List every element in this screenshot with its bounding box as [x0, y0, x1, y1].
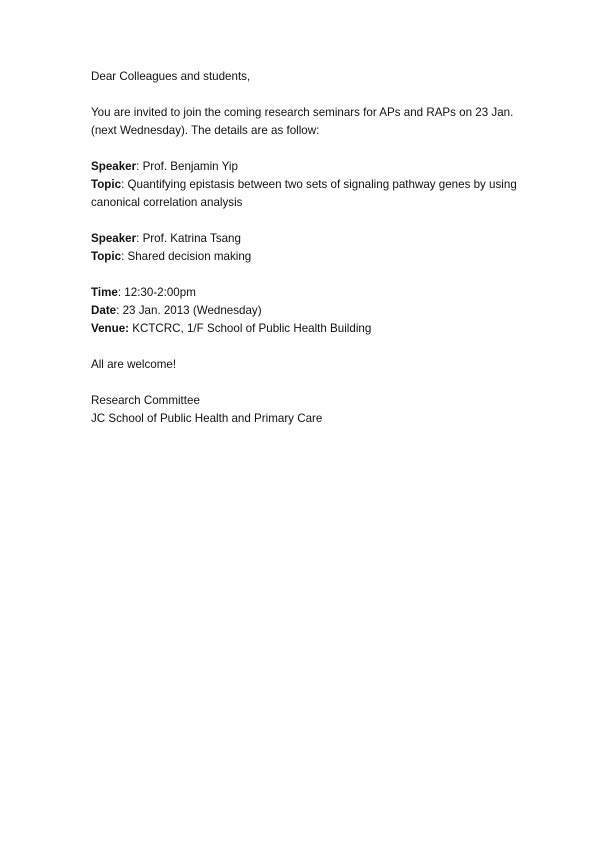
seminar1-speaker: [91, 158, 531, 176]
topic-label: Topic: [91, 250, 122, 263]
spacer: [91, 140, 531, 158]
closing: All are welcome!: [91, 358, 177, 371]
intro-line-2: (next Wednesday). The details are as follow:: [91, 124, 320, 137]
topic-value: : Shared decision making: [121, 250, 252, 263]
venue-label: Venue:: [91, 322, 130, 335]
spacer: [91, 338, 531, 356]
letter-body: [91, 68, 531, 428]
spacer: [91, 374, 531, 392]
spacer: [91, 212, 531, 230]
intro-line-1: You are invited to join the coming research seminars for APs and RAPs on 23 Jan.: [91, 106, 514, 119]
speaker-label: Speaker: [91, 160, 137, 173]
greeting: Dear Colleagues and students,: [91, 70, 251, 83]
seminar2-topic: [91, 248, 531, 266]
venue-line: [91, 320, 531, 338]
seminar1-topic: [91, 176, 531, 194]
spacer: [91, 266, 531, 284]
signature-line-1: Research Committee: [91, 394, 200, 407]
time-value: : 12:30-2:00pm: [117, 286, 196, 299]
date-value: : 23 Jan. 2013 (Wednesday): [116, 304, 262, 317]
spacer: [91, 86, 531, 104]
time-line: [91, 284, 531, 302]
date-line: [91, 302, 531, 320]
topic-value: : Quantifying epistasis between two sets of signaling pathway genes by using: [121, 178, 517, 191]
time-label: Time: [91, 286, 118, 299]
date-label: Date: [91, 304, 117, 317]
speaker-value: : Prof. Katrina Tsang: [136, 232, 241, 245]
speaker-label: Speaker: [91, 232, 137, 245]
signature-line-2: JC School of Public Health and Primary Care: [91, 412, 323, 425]
speaker-value: : Prof. Benjamin Yip: [136, 160, 238, 173]
venue-value: KCTCRC, 1/F School of Public Health Building: [129, 322, 372, 335]
seminar2-speaker: [91, 230, 531, 248]
topic-label: Topic: [91, 178, 122, 191]
seminar1-topic-cont: canonical correlation analysis: [91, 196, 243, 209]
